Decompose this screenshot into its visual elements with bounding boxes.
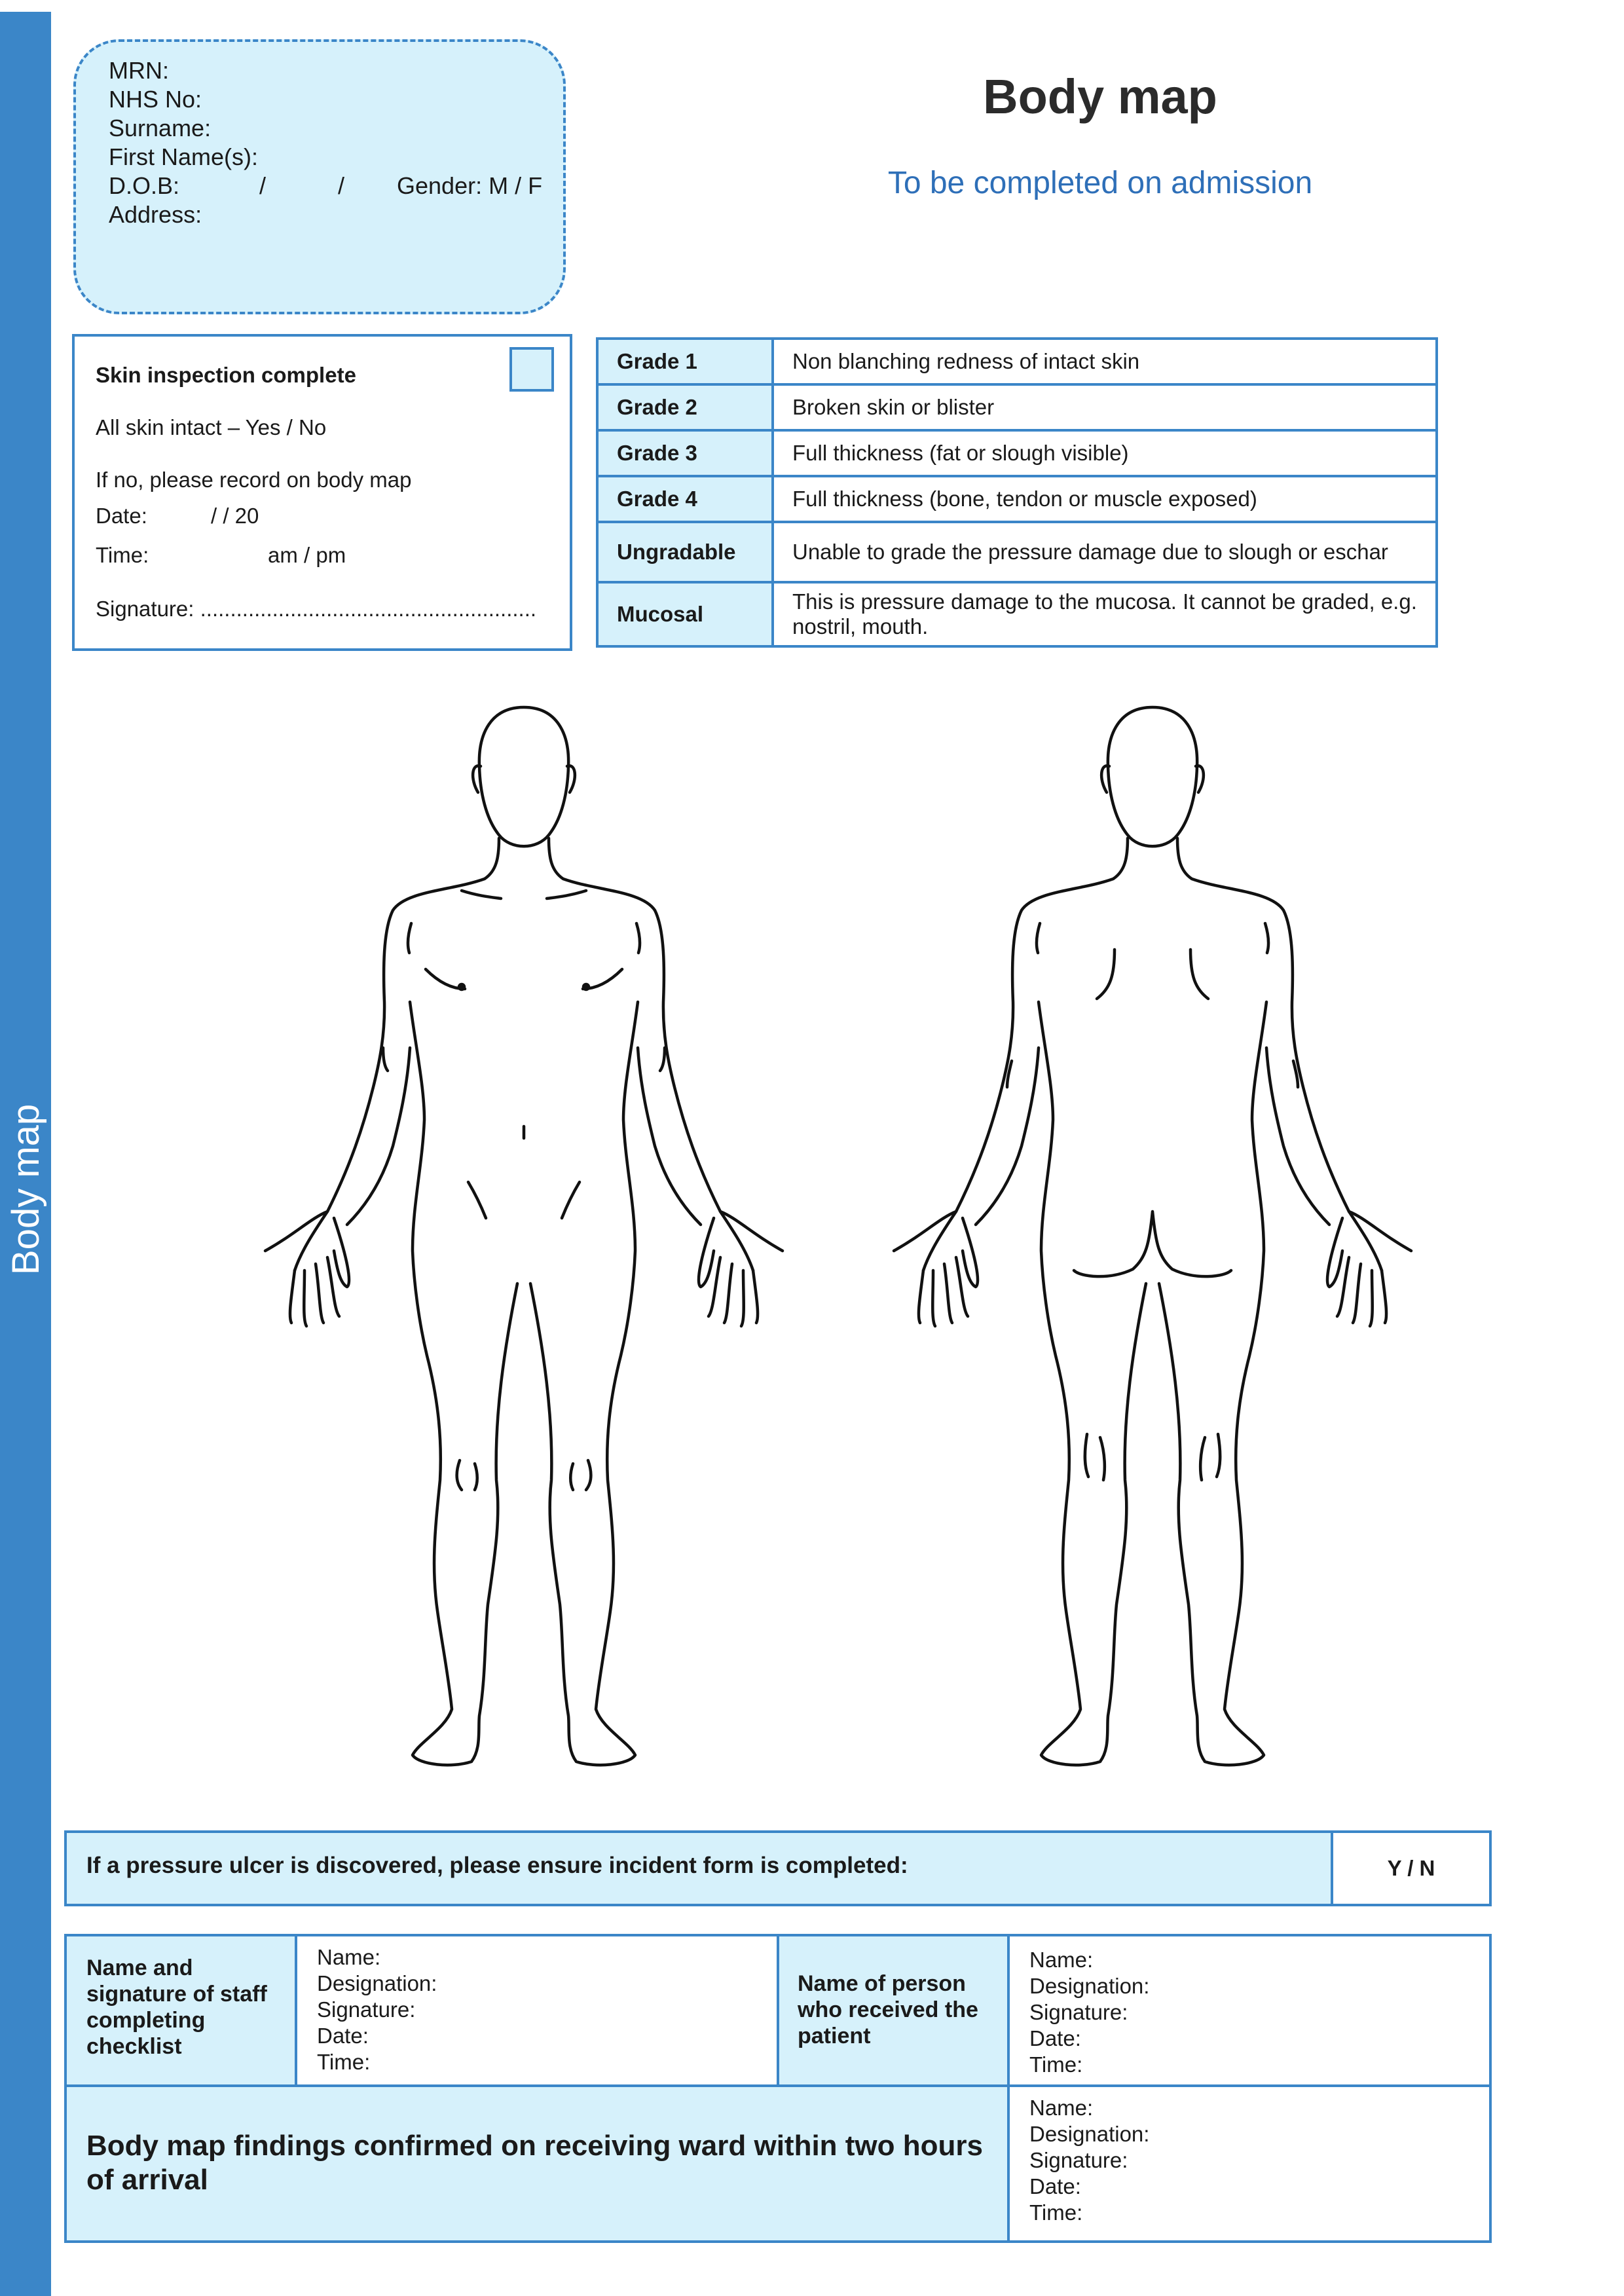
grade-cell: Ungradable (597, 522, 773, 582)
date-slashes: / / 20 (211, 504, 259, 528)
table-row (597, 339, 1437, 384)
receiver-label-cell (779, 1936, 1010, 2087)
dob-slash-1: / (259, 172, 267, 199)
date-label: Date: (96, 504, 147, 528)
pressure-ulcer-box (64, 1830, 1492, 1906)
staff-label-cell (67, 1936, 297, 2087)
front-hip-lines (468, 1182, 580, 1218)
field-date: Date: (1029, 2174, 1081, 2198)
back-torso-sides (1039, 1002, 1266, 1765)
desc-cell: Full thickness (fat or slough visible) (773, 430, 1437, 476)
front-collarbone (462, 891, 586, 898)
staff-fields-cell[interactable] (297, 1936, 779, 2087)
table-row (597, 430, 1437, 476)
front-hand-left (265, 1212, 349, 1326)
patient-details-box (73, 39, 566, 314)
inspection-complete-label: Skin inspection complete (96, 363, 356, 387)
field-date: Date: (1029, 2026, 1081, 2050)
front-inner-arm-left (347, 1048, 410, 1225)
page-subtitle: To be completed on admission (887, 166, 1313, 200)
desc-cell: Unable to grade the pressure damage due to slough or eschar (773, 522, 1437, 582)
front-head (479, 707, 568, 846)
field-signature: Signature: (1029, 2000, 1128, 2024)
confirm-label-cell (67, 2087, 1010, 2240)
pressure-ulcer-yn[interactable]: Y / N (1331, 1833, 1489, 1904)
back-inner-arm-right (1266, 1048, 1329, 1225)
back-shoulder-marks (1007, 923, 1298, 1087)
desc-cell: Full thickness (bone, tendon or muscle exposed) (773, 476, 1437, 522)
field-name: Name: (1029, 2096, 1094, 2120)
back-hand-left (894, 1212, 978, 1326)
back-hand-right (1327, 1212, 1411, 1326)
back-body-figure[interactable] (884, 694, 1421, 1794)
front-inner-arm-right (638, 1048, 701, 1225)
receiver-fields-cell[interactable] (1010, 1936, 1489, 2087)
field-date: Date: (317, 2024, 369, 2048)
staff-label: Name and signature of staff completing checklist (86, 1955, 267, 2059)
surname-label: Surname: (109, 115, 212, 141)
desc-cell: This is pressure damage to the mucosa. It cannot be graded, e.g. nostril, mouth. (773, 582, 1437, 646)
front-knees (457, 1460, 591, 1490)
pressure-ulcer-text: If a pressure ulcer is discovered, please ensure incident form is completed: (86, 1853, 908, 1878)
confirm-label: Body map findings confirmed on receiving ward within two hours of arrival (86, 2130, 983, 2196)
grade-cell: Grade 2 (597, 384, 773, 430)
front-body-figure[interactable] (255, 694, 792, 1794)
record-on-map-label: If no, please record on body map (96, 468, 412, 492)
back-shoulder-blades (1097, 950, 1208, 999)
mrn-label: MRN: (109, 57, 169, 84)
table-row (597, 384, 1437, 430)
desc-cell: Non blanching redness of intact skin (773, 339, 1437, 384)
back-head (1108, 707, 1197, 846)
sidebar-band (0, 12, 51, 2296)
time-label: Time: (96, 543, 149, 567)
signoff-table (64, 1934, 1492, 2243)
grade-cell: Grade 3 (597, 430, 773, 476)
inspection-complete-checkbox[interactable] (509, 347, 554, 392)
field-designation: Designation: (1029, 1974, 1150, 1998)
time-ampm: am / pm (268, 543, 346, 567)
address-label: Address: (109, 201, 202, 228)
table-row (597, 522, 1437, 582)
page-title: Body map (983, 69, 1217, 124)
field-designation: Designation: (1029, 2122, 1150, 2146)
field-time: Time: (1029, 2200, 1083, 2225)
field-signature: Signature: (1029, 2148, 1128, 2172)
field-name: Name: (317, 1945, 381, 1969)
sidebar-label: Body map (5, 1103, 47, 1275)
grade-table (596, 337, 1438, 648)
grade-cell: Grade 4 (597, 476, 773, 522)
first-name-label: First Name(s): (109, 143, 258, 170)
back-inner-arm-left (976, 1048, 1039, 1225)
confirm-fields-cell[interactable] (1010, 2087, 1489, 2240)
dob-label: D.O.B: (109, 172, 180, 199)
field-name: Name: (1029, 1948, 1094, 1972)
desc-cell: Broken skin or blister (773, 384, 1437, 430)
dob-slash-2: / (338, 172, 345, 199)
field-time: Time: (1029, 2052, 1083, 2077)
table-row (597, 476, 1437, 522)
field-signature: Signature: (317, 1997, 416, 2022)
skin-intact-label: All skin intact – Yes / No (96, 415, 327, 439)
grade-cell: Grade 1 (597, 339, 773, 384)
nhs-label: NHS No: (109, 86, 202, 113)
grade-cell: Mucosal (597, 582, 773, 646)
table-row (597, 582, 1437, 646)
dob-row (109, 172, 563, 200)
back-buttocks (1074, 1212, 1231, 1276)
field-time: Time: (317, 2050, 371, 2074)
front-hand-right (699, 1212, 783, 1326)
field-designation: Designation: (317, 1971, 437, 1995)
signature-line: Signature: ........................................................ (96, 597, 537, 621)
gender-label: Gender: M / F (397, 172, 543, 199)
skin-inspection-box (72, 334, 572, 651)
front-torso-sides (410, 1002, 638, 1765)
front-shoulder-marks (383, 923, 665, 1071)
receiver-label: Name of person who received the patient (798, 1971, 978, 2048)
back-knees (1085, 1434, 1220, 1480)
